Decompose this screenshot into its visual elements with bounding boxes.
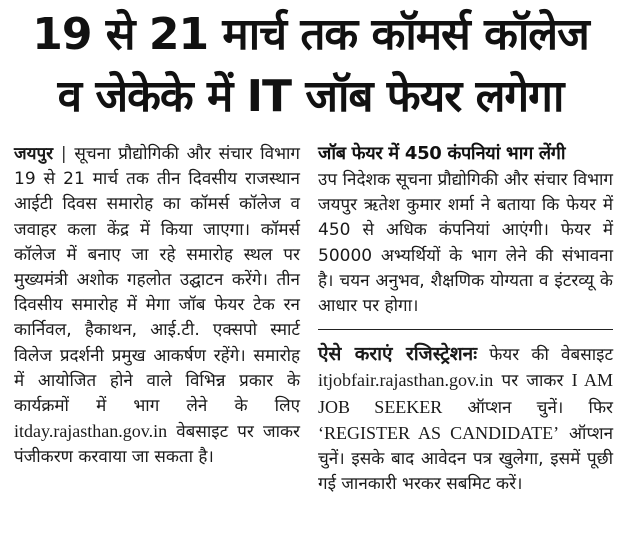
registration-text-4: ऑप्शन चुनें। इसके बाद आवेदन पत्र खुलेगा, इसमें पूछी गई जानकारी भरकर सबमिट करें। (318, 423, 614, 495)
right-column (318, 142, 613, 497)
jobfair-website: itjobfair.rajasthan.gov.in (318, 370, 494, 391)
register-candidate-option: ‘REGISTER AS CANDIDATE’ (318, 422, 560, 443)
registration-section (318, 342, 613, 497)
section-divider (318, 329, 613, 330)
headline-line-2: व जेकेके में IT जॉब फेयर लगेगा (57, 71, 564, 122)
registration-text-2: पर जाकर (501, 371, 564, 392)
left-body-text-1: सूचना प्रौद्योगिकी और संचार विभाग 19 से 21 मार्च तक तीन दिवसीय राजस्थान आईटी दिवस समारोह का कॉमर्स कॉलेज व जवाहर कला केंद्र में किया जाएगा। कॉमर्स कॉलेज में बनाए जा रहे समारोह स्थल पर मुख्यमंत्री अशोक गहलोत उद्घाटन करेंगे। तीन दिवसीय समारोह में मेगा जॉब फेयर टेक रन कार्निवल, हैकाथन, आई.टी. एक्सपो स्मार्ट विलेज प्रदर्शनी प्रमुख आकर्षण रहेंगे। समारोह में आयोजित होने वाले विभिन्न प्रकार के कार्यक्रमों में भाग लेने के लिए (14, 144, 300, 417)
dateline: जयपुर (14, 144, 54, 164)
registration-heading: ऐसे कराएं रजिस्ट्रेशनः (318, 343, 478, 366)
job-seeker-option: I AM JOB SEEKER (318, 370, 614, 417)
subheading: जॉब फेयर में 450 कंपनियां भाग लेंगी (318, 143, 566, 164)
right-body: उप निदेशक सूचना प्रौद्योगिकी और संचार विभाग जयपुर ऋतेश कुमार शर्मा ने बताया कि फेयर में 450 से अधिक कंपनियां आएंगी। फेयर में 50000 अभ्यर्थियों के भाग लेने की संभावना है। चयन अनुभव, शैक्षणिक योग्यता व इंटरव्यू के आधार पर होगा। (318, 170, 613, 317)
headline-line-1: 19 से 21 मार्च तक कॉमर्स कॉलेज (32, 9, 589, 60)
left-body-text-2: वेबसाइट पर जाकर पंजीकरण करवाया जा सकता है। (14, 422, 300, 468)
registration-text-1: फेयर की वेबसाइट (489, 345, 614, 366)
left-column (14, 142, 300, 471)
left-body (14, 142, 300, 471)
itday-website: itday.rajasthan.gov.in (14, 421, 168, 442)
dateline-separator: | (60, 144, 67, 164)
registration-text-3: ऑप्शन चुनें। फिर (467, 397, 614, 418)
